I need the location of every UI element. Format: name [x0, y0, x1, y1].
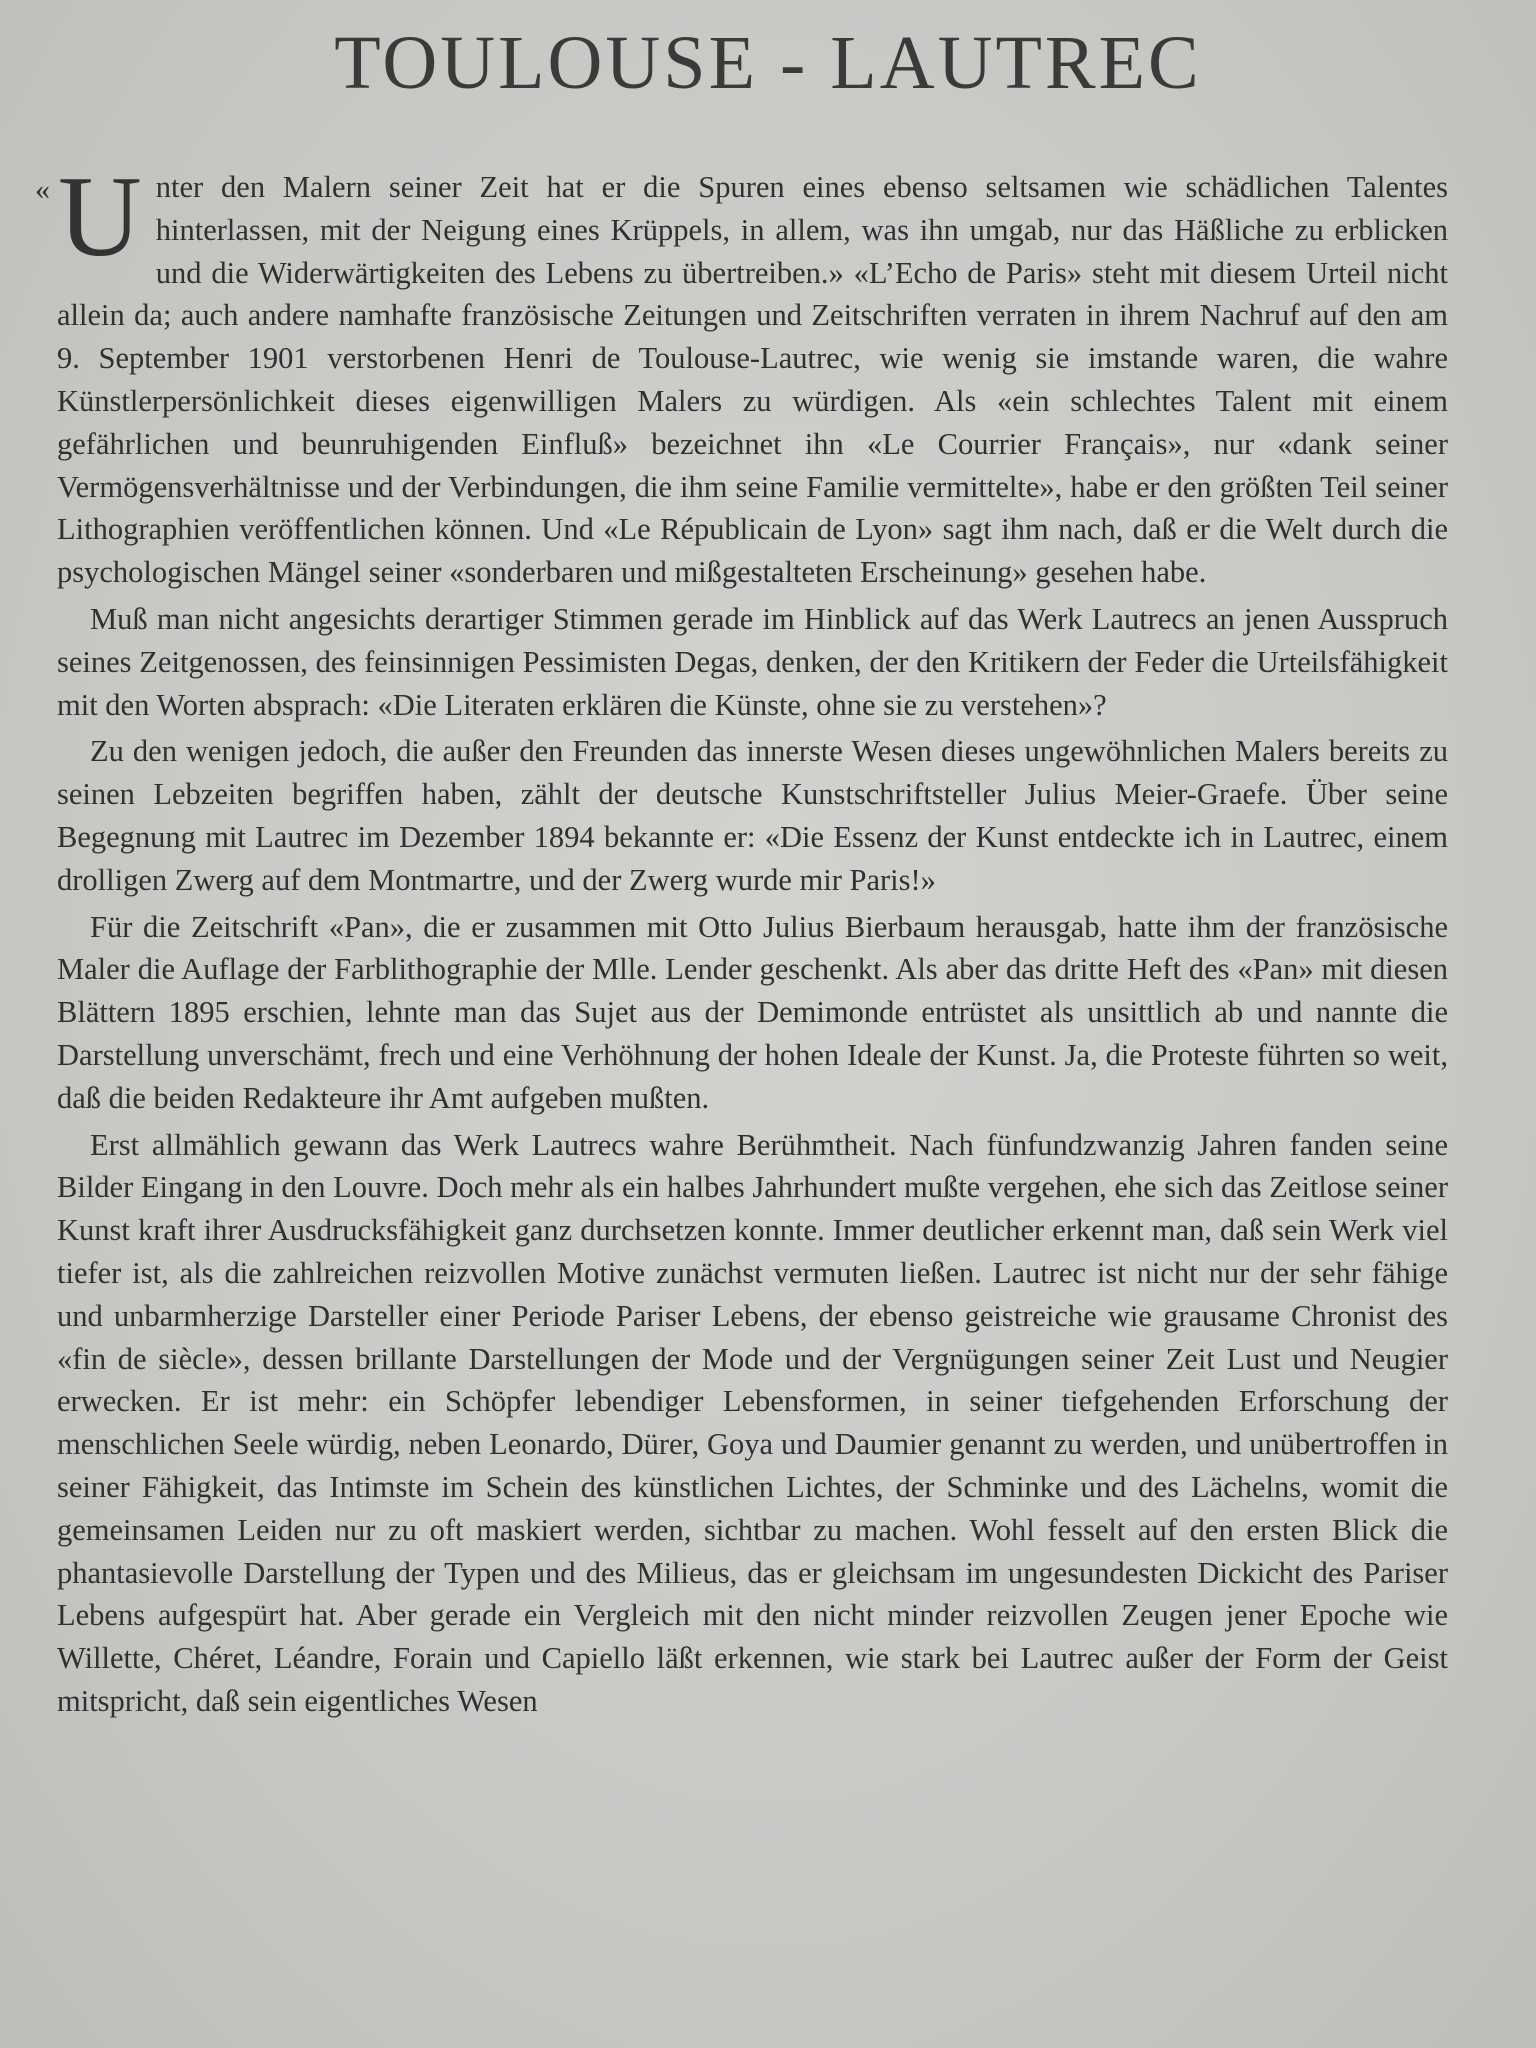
paragraph-1 [35, 153, 1448, 594]
paragraph-1-text: nter den Malern seiner Zeit hat er die Spuren eines ebenso seltsamen wie schädlichen Talentes hinterlassen, mit der Neigung eines Krüppels, in allem, was ihn umgab, nur das Häßliche zu erblicken und die Widerwärtigkeiten des Lebens zu übertreiben.» «L’Echo de Paris» steht mit diesem Urteil nicht allein da; auch andere namhafte französische Zeitungen und Zeitschriften verraten in ihrem Nachruf auf den am 9. September 1901 verstorbenen Henri de Toulouse-Lautrec, wie wenig sie imstande waren, die wahre Künstlerpersönlichkeit dieses eigenwilligen Malers zu würdigen. Als «ein schlechtes Talent mit einem gefährlichen und beunruhigenden Einfluß» bezeichnet ihn «Le Courrier Français», nur «dank seiner Vermögensverhältnisse und der Verbindungen, die ihm seine Familie vermittelte», habe er den größten Teil seiner Lithographien veröffentlichen können. Und «Le Républicain de Lyon» sagt ihm nach, daß er die Welt durch die psychologischen Mängel seiner «sonderbaren und mißgestalteten Erscheinung» gesehen habe. [57, 170, 1448, 590]
paragraph-3: Zu den wenigen jedoch, die außer den Freunden das innerste Wesen dieses ungewöhnlichen Malers bereits zu seinen Lebzeiten begriffen haben, zählt der deutsche Kunstschriftsteller Julius Meier-Graefe. Über seine Begegnung mit Lautrec im Dezember 1894 bekannte er: «Die Essenz der Kunst entdeckte ich in Lautrec, einem drolligen Zwerg auf dem Montmartre, und der Zwerg wurde mir Paris!» [57, 734, 1448, 897]
opening-quote-mark: « [35, 173, 50, 206]
paragraph-5: Erst allmählich gewann das Werk Lautrecs wahre Berühmtheit. Nach fünfundzwanzig Jahren fanden seine Bilder Eingang in den Louvre. Doch mehr als ein halbes Jahrhundert mußte vergehen, ehe sich das Zeitlose seiner Kunst kraft ihrer Ausdrucksfähigkeit ganz durchsetzen konnte. Immer deutlicher erkennt man, daß sein Werk viel tiefer ist, als die zahlreichen reizvollen Motive zunächst vermuten ließen. Lautrec ist nicht nur der sehr fähige und unbarmherzige Darsteller einer Periode Pariser Lebens, der ebenso geistreiche wie grausame Chronist des «fin de siècle», dessen brillante Darstellungen der Mode und der Vergnügungen seiner Zeit Lust und Neugier erwecken. Er ist mehr: ein Schöpfer lebendiger Lebensformen, in seiner tiefgehenden Erforschung der menschlichen Seele würdig, neben Leonardo, Dürer, Goya und Daumier genannt zu werden, und unübertroffen in seiner Fähigkeit, das Intimste im Schein des künstlichen Lichtes, der Schminke und des Lächelns, womit die gemeinsamen Leiden nur zu oft maskiert werden, sichtbar zu machen. Wohl fesselt auf den ersten Blick die phantasievolle Darstellung der Typen und des Milieus, das er gleichsam im ungesundesten Dickicht des Pariser Lebens aufgespürt hat. Aber gerade ein Vergleich mit den nicht minder reizvollen Zeugen jener Epoche wie Willette, Chéret, Léandre, Forain und Capiello läßt erkennen, wie stark bei Lautrec außer der Form der Geist mitspricht, daß sein eigentliches Wesen [57, 1127, 1448, 1718]
drop-cap: U [58, 153, 142, 281]
article-body [35, 153, 1448, 1723]
paragraph-2: Muß man nicht angesichts derartiger Stimmen gerade im Hinblick auf das Werk Lautrecs an jenen Ausspruch seines Zeitgenossen, des feinsinnigen Pessimisten Degas, denken, der den Kritikern der Feder die Urteilsfähigkeit mit den Worten absprach: «Die Literaten erklären die Künste, ohne sie zu verstehen»? [57, 601, 1448, 722]
paragraph-4: Für die Zeitschrift «Pan», die er zusammen mit Otto Julius Bierbaum herausgab, hatte ihm der französische Maler die Auflage der Farblithographie der Mlle. Lender geschenkt. Als aber das dritte Heft des «Pan» mit diesen Blättern 1895 erschien, lehnte man das Sujet aus der Demimonde entrüstet als unsittlich ab und nannte die Darstellung unverschämt, frech und eine Verhöhnung der hohen Ideale der Kunst. Ja, die Proteste führten so weit, daß die beiden Redakteure ihr Amt aufgeben mußten. [57, 909, 1448, 1115]
page-title: TOULOUSE - LAUTREC [334, 21, 1202, 105]
